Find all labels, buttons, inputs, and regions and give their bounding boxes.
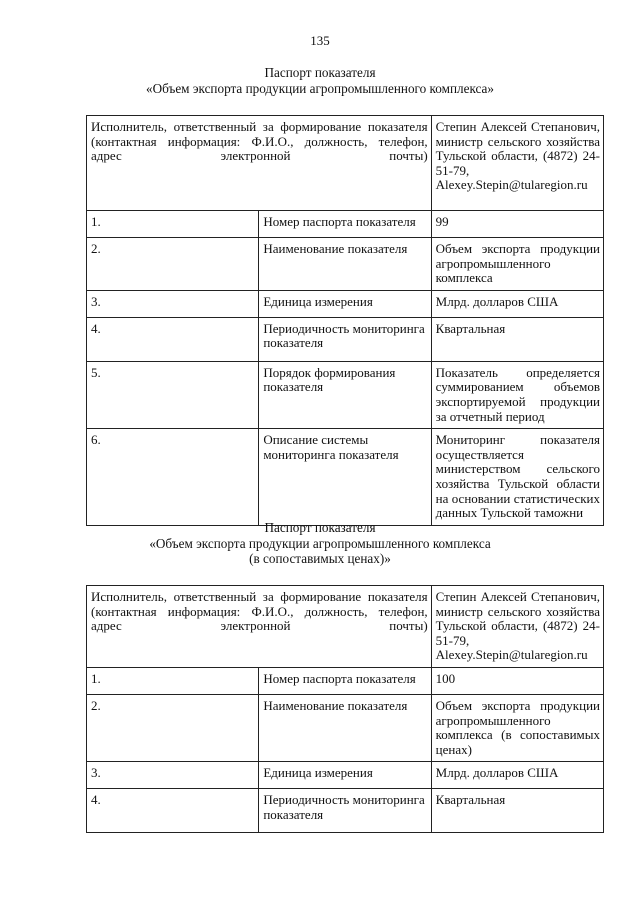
row-value: Млрд. долларов США <box>431 290 603 317</box>
table-row <box>87 211 604 238</box>
row-number: 6. <box>87 429 259 526</box>
table-row <box>87 116 604 211</box>
row-label: Периодичность мониторинга показателя <box>259 317 431 361</box>
title-line: Паспорт показателя <box>264 65 376 80</box>
title-line: Паспорт показателя <box>264 520 376 535</box>
table-row <box>87 789 604 833</box>
row-value: Мониторинг показателя осуществляется министерством сельского хозяйства Тульской области на основании статистических данных Тульской таможни <box>431 429 603 526</box>
row-label: Наименование показателя <box>259 694 431 761</box>
row-number: 1. <box>87 211 259 238</box>
row-label: Единица измерения <box>259 290 431 317</box>
table-row <box>87 290 604 317</box>
passport-table <box>86 115 604 526</box>
page-number: 135 <box>310 33 330 48</box>
row-value: 99 <box>431 211 603 238</box>
row-label: Описание системы мониторинга показателя <box>259 429 431 526</box>
row-number: 4. <box>87 789 259 833</box>
row-value: Показатель определяется суммированием объемов экспортируемой продукции за отчетный период <box>431 361 603 428</box>
table-row <box>87 361 604 428</box>
row-label: Единица измерения <box>259 762 431 789</box>
table-row <box>87 317 604 361</box>
row-label: Периодичность мониторинга показателя <box>259 789 431 833</box>
executor-value: Степин Алексей Степанович, министр сельского хозяйства Тульской области, (4872) 24-51-79, Alexey.Stepin@tularegion.ru <box>431 116 603 211</box>
executor-label: Исполнитель, ответственный за формирование показателя (контактная информация: Ф.И.О., должность, телефон, адрес электронной почты) <box>87 116 432 211</box>
row-number: 2. <box>87 694 259 761</box>
row-value: Квартальная <box>431 789 603 833</box>
title-line: «Объем экспорта продукции агропромышленного комплекса <box>149 535 491 551</box>
table-row <box>87 762 604 789</box>
row-value: 100 <box>431 667 603 694</box>
passport-title <box>0 520 640 567</box>
row-number: 4. <box>87 317 259 361</box>
table-row <box>87 429 604 526</box>
row-label: Наименование показателя <box>259 238 431 291</box>
row-label: Порядок формирования показателя <box>259 361 431 428</box>
row-number: 5. <box>87 361 259 428</box>
row-number: 2. <box>87 238 259 291</box>
row-value: Объем экспорта продукции агропромышленного комплекса <box>431 238 603 291</box>
executor-label: Исполнитель, ответственный за формирование показателя (контактная информация: Ф.И.О., должность, телефон, адрес электронной почты) <box>87 586 432 668</box>
row-label: Номер паспорта показателя <box>259 211 431 238</box>
title-line: (в сопоставимых ценах)» <box>249 551 391 566</box>
table-row <box>87 238 604 291</box>
table-row <box>87 694 604 761</box>
table-row <box>87 667 604 694</box>
row-number: 3. <box>87 762 259 789</box>
title-line: «Объем экспорта продукции агропромышленного комплекса» <box>146 80 494 96</box>
row-value: Млрд. долларов США <box>431 762 603 789</box>
passport-table <box>86 585 604 833</box>
row-number: 3. <box>87 290 259 317</box>
executor-value: Степин Алексей Степанович, министр сельского хозяйства Тульской области, (4872) 24-51-79, Alexey.Stepin@tularegion.ru <box>431 586 603 668</box>
row-label: Номер паспорта показателя <box>259 667 431 694</box>
passport-title <box>0 65 640 96</box>
row-value: Квартальная <box>431 317 603 361</box>
table-row <box>87 586 604 668</box>
row-number: 1. <box>87 667 259 694</box>
row-value: Объем экспорта продукции агропромышленного комплекса (в сопоставимых ценах) <box>431 694 603 761</box>
